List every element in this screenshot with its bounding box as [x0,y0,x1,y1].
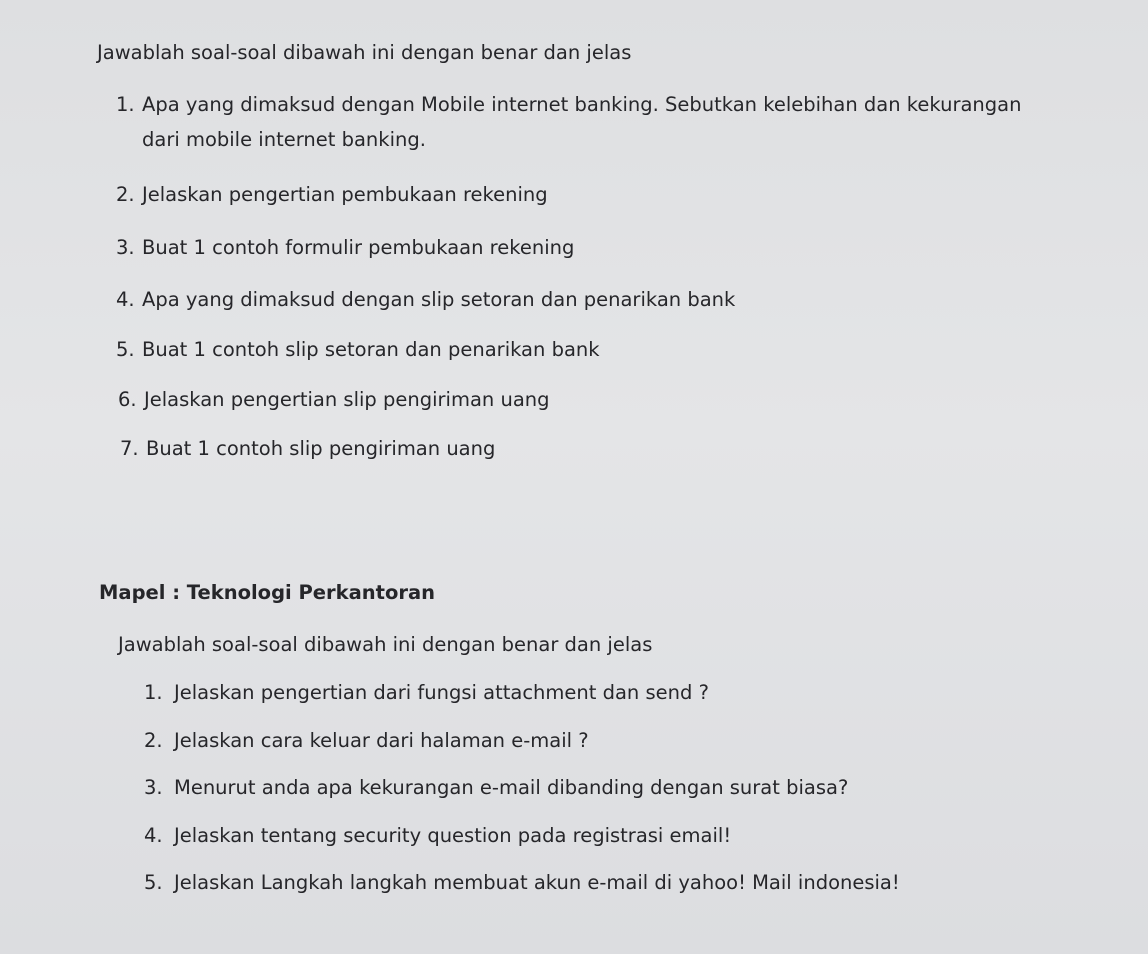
question-text: Menurut anda apa kekurangan e-mail dibanding dengan surat biasa? [174,776,849,799]
question-number: 2. [144,729,163,752]
question-text-continued: dari mobile internet banking. [142,128,426,151]
question-text: Apa yang dimaksud dengan Mobile internet banking. Sebutkan kelebihan dan kekurangan [142,93,1022,116]
question-number: 2. [116,183,135,206]
question-number: 5. [144,871,163,894]
question-text: Buat 1 contoh slip pengiriman uang [146,437,496,460]
section2-question-3 [144,775,848,801]
section1-instruction: Jawablah soal-soal dibawah ini dengan benar dan jelas [97,41,632,64]
question-text: Buat 1 contoh slip setoran dan penarikan bank [142,338,600,361]
section2-question-1 [144,680,709,706]
question-number: 6. [118,388,137,411]
question-number: 5. [116,338,135,361]
question-text: Jelaskan pengertian dari fungsi attachment dan send ? [174,681,709,704]
question-number: 4. [116,288,135,311]
question-text: Jelaskan pengertian slip pengiriman uang [144,388,550,411]
section2-question-5 [144,870,900,896]
question-text: Apa yang dimaksud dengan slip setoran dan penarikan bank [142,288,736,311]
section2-instruction: Jawablah soal-soal dibawah ini dengan benar dan jelas [118,633,653,656]
question-text: Jelaskan cara keluar dari halaman e-mail ? [174,729,589,752]
section1-question-2 [116,182,548,208]
section1-question-7 [120,436,495,462]
question-text: Buat 1 contoh formulir pembukaan rekening [142,236,575,259]
question-text: Jelaskan Langkah langkah membuat akun e-mail di yahoo! Mail indonesia! [174,871,900,894]
section2-subject: Mapel : Teknologi Perkantoran [99,581,436,604]
section1-question-3 [116,235,574,261]
section1-question-4 [116,287,735,313]
question-number: 1. [144,681,163,704]
section2-question-2 [144,728,589,754]
question-text: Jelaskan pengertian pembukaan rekening [142,183,548,206]
question-number: 4. [144,824,163,847]
section1-question-6 [118,387,550,413]
question-number: 1. [116,93,135,116]
question-number: 3. [144,776,163,799]
question-number: 7. [120,437,139,460]
section2-question-4 [144,823,731,849]
section1-question-5 [116,337,600,363]
question-number: 3. [116,236,135,259]
question-text: Jelaskan tentang security question pada registrasi email! [174,824,732,847]
